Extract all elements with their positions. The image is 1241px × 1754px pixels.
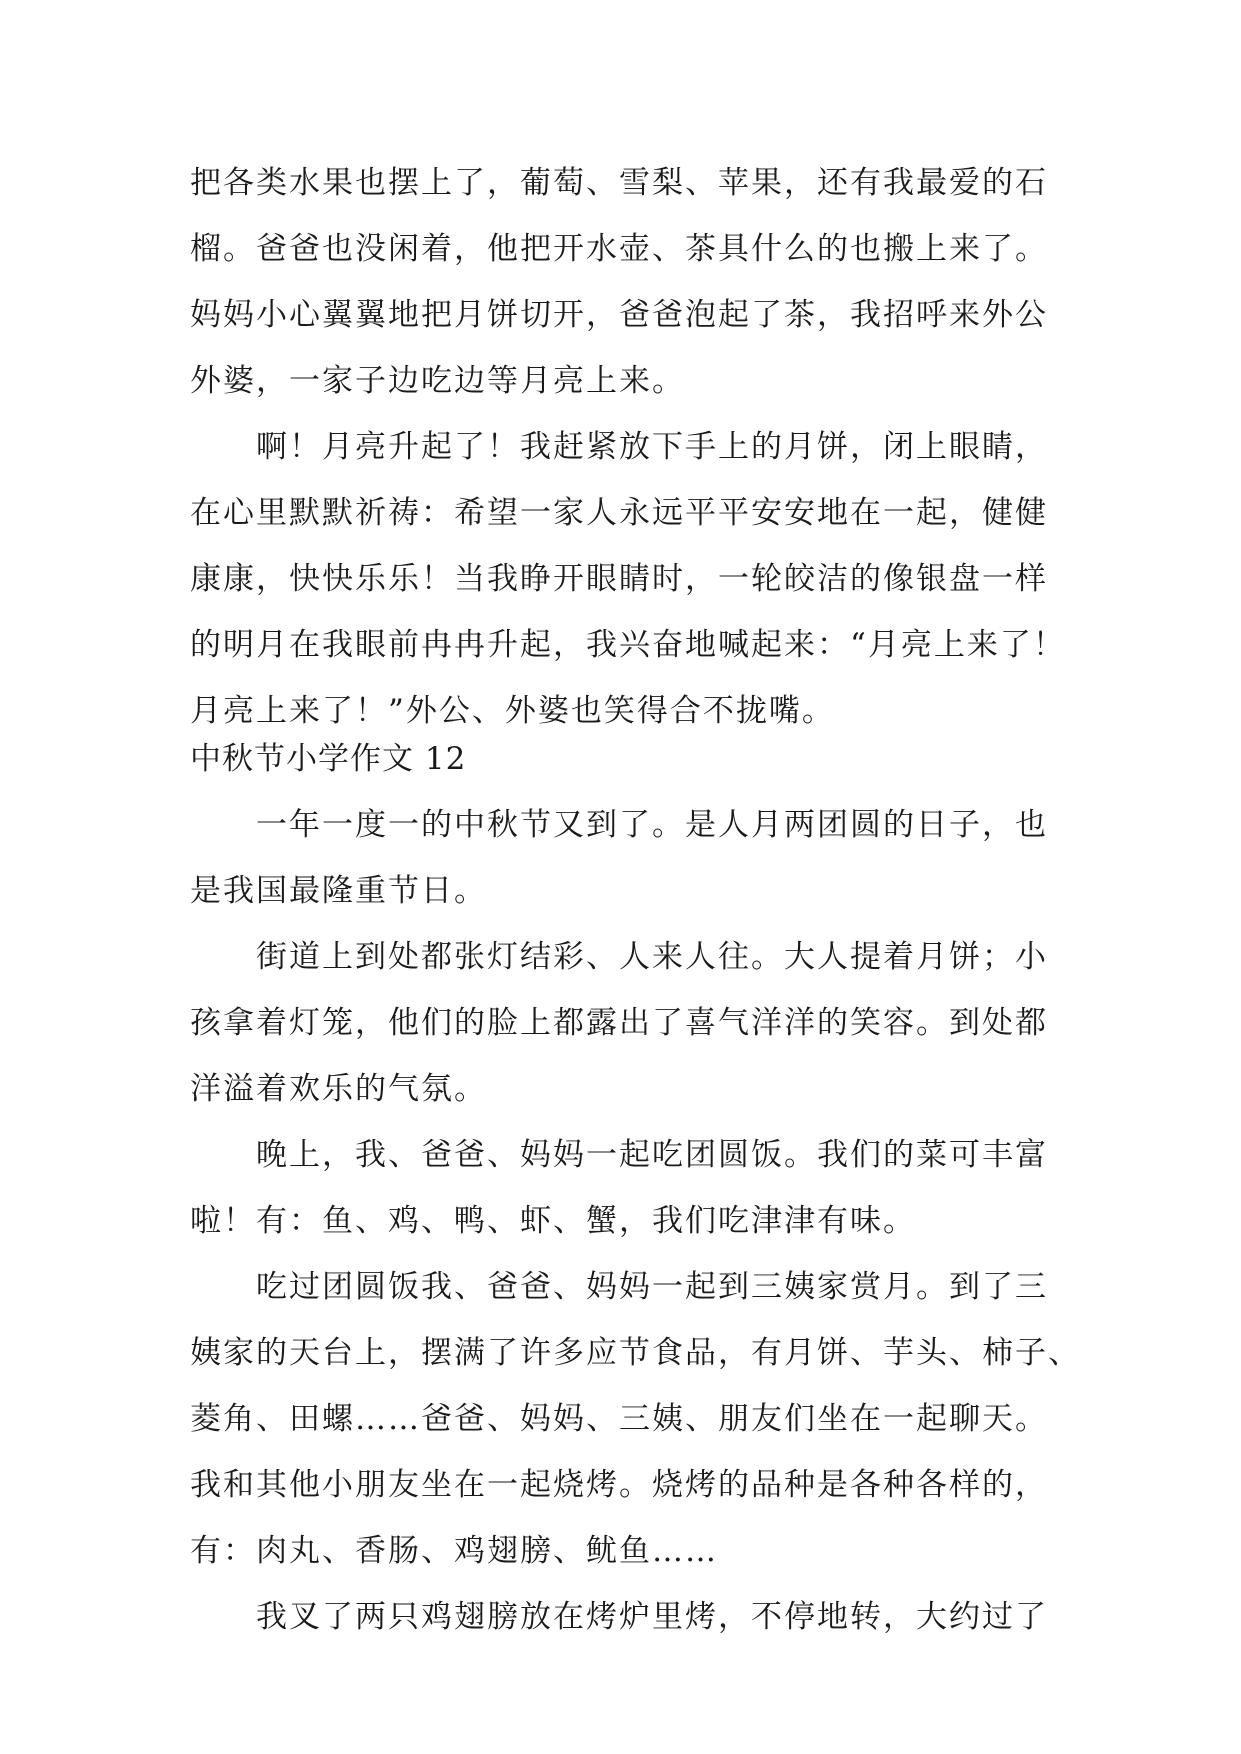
- essay-body: [190, 792, 1080, 1650]
- paragraph-line: 的明月在我眼前冉冉升起，我兴奋地喊起来：“月亮上来了！: [190, 627, 1066, 663]
- paragraph-line: 一年一度一的中秋节又到了。是人月两团圆的日子，也: [256, 807, 1048, 843]
- paragraph-line: 在心里默默祈祷：希望一家人永远平平安安地在一起，健健: [190, 495, 1048, 531]
- essay-heading: 中秋节小学作文 12: [190, 741, 467, 777]
- paragraph-line: 姨家的天台上，摆满了许多应节食品，有月饼、芋头、柿子、: [190, 1335, 1081, 1371]
- paragraph-line: 洋溢着欢乐的气氛。: [190, 1071, 487, 1107]
- paragraph-line: 晚上，我、爸爸、妈妈一起吃团圆饭。我们的菜可丰富: [256, 1137, 1048, 1173]
- paragraph-line: 我叉了两只鸡翅膀放在烤炉里烤，不停地转，大约过了: [256, 1599, 1048, 1635]
- paragraph-line: 孩拿着灯笼，他们的脸上都露出了喜气洋洋的笑容。到处都: [190, 1005, 1048, 1041]
- paragraph-line: 是我国最隆重节日。: [190, 873, 487, 909]
- paragraph-line: 康康，快快乐乐！当我睁开眼睛时，一轮皎洁的像银盘一样: [190, 561, 1048, 597]
- paragraph-line: 我和其他小朋友坐在一起烧烤。烧烤的品种是各种各样的，: [190, 1467, 1048, 1503]
- essay-continuation: [190, 150, 1080, 744]
- paragraph-line: 吃过团圆饭我、爸爸、妈妈一起到三姨家赏月。到了三: [256, 1269, 1048, 1305]
- paragraph-line: 菱角、田螺……爸爸、妈妈、三姨、朋友们坐在一起聊天。: [190, 1401, 1048, 1437]
- paragraph-line: 妈妈小心翼翼地把月饼切开，爸爸泡起了茶，我招呼来外公: [190, 297, 1048, 333]
- paragraph-line: 街道上到处都张灯结彩、人来人往。大人提着月饼；小: [256, 939, 1048, 975]
- paragraph-line: 有：肉丸、香肠、鸡翅膀、鱿鱼……: [190, 1533, 718, 1569]
- paragraph-line: 月亮上来了！”外公、外婆也笑得合不拢嘴。: [190, 693, 835, 729]
- paragraph-line: 啦！有：鱼、鸡、鸭、虾、蟹，我们吃津津有味。: [190, 1203, 916, 1239]
- paragraph-line: 把各类水果也摆上了，葡萄、雪梨、苹果，还有我最爱的石: [190, 165, 1048, 201]
- paragraph-line: 外婆，一家子边吃边等月亮上来。: [190, 363, 685, 399]
- paragraph-line: 啊！月亮升起了！我赶紧放下手上的月饼，闭上眼睛，: [256, 429, 1048, 465]
- paragraph-line: 榴。爸爸也没闲着，他把开水壶、茶具什么的也搬上来了。: [190, 231, 1048, 267]
